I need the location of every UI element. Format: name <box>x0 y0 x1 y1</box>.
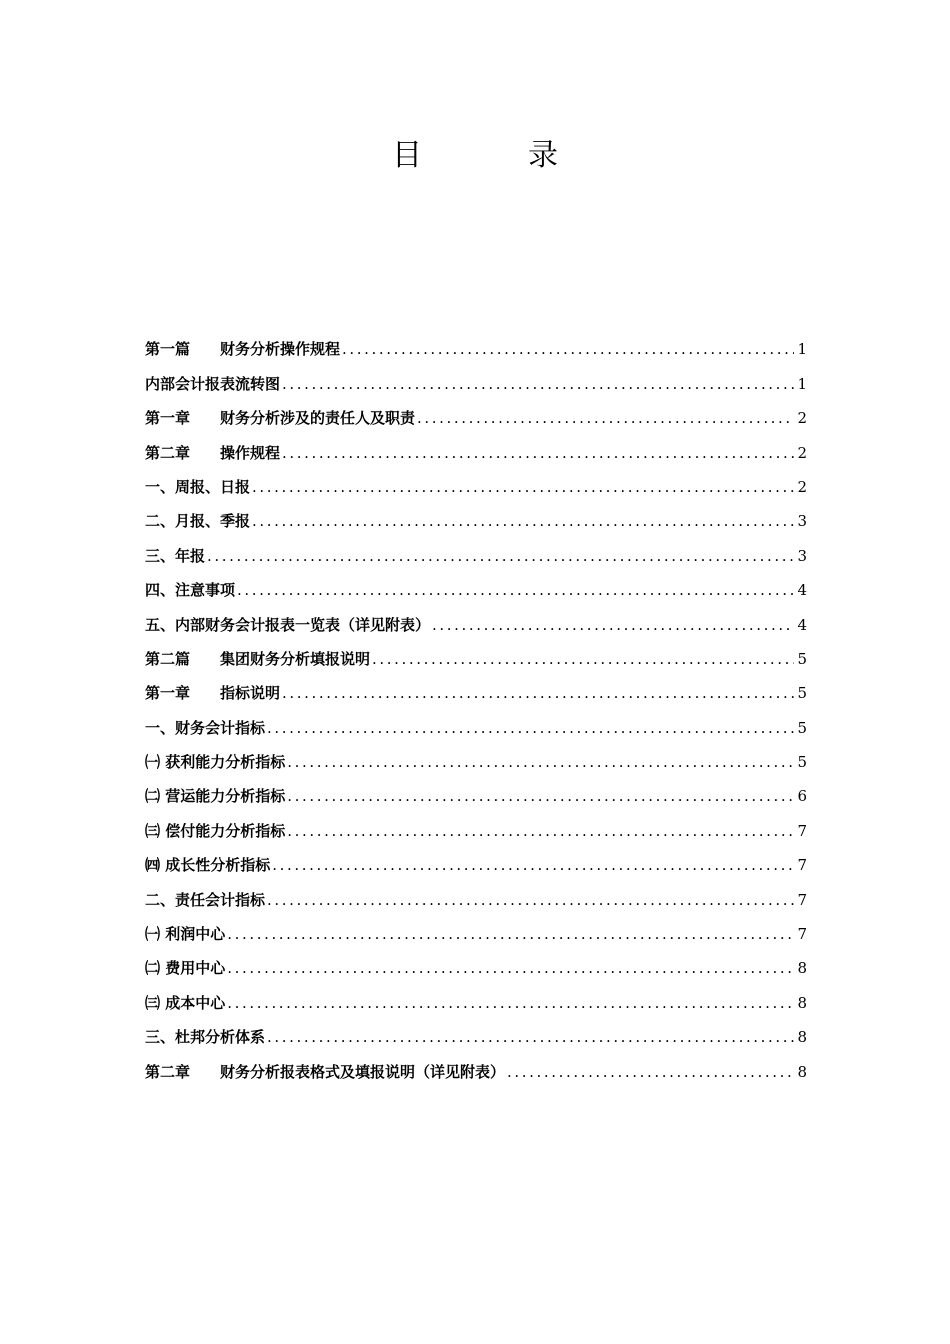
toc-leader-dots <box>252 476 794 498</box>
toc-entry[interactable] <box>145 636 807 670</box>
toc-entry-label: ㈠ 利润中心 <box>145 925 226 944</box>
toc-entry-page: 8 <box>797 959 807 978</box>
toc-entry-page: 8 <box>797 1028 807 1047</box>
toc-leader-dots <box>267 1026 794 1048</box>
toc-leader-dots <box>267 717 794 739</box>
toc-entry[interactable] <box>145 773 807 807</box>
toc-entry-page: 6 <box>797 787 807 806</box>
toc-entry[interactable] <box>145 326 807 360</box>
toc-entry-page: 1 <box>797 374 807 393</box>
toc-leader-dots <box>507 1061 794 1083</box>
toc-entry[interactable] <box>145 464 807 498</box>
toc-entry-page: 5 <box>797 753 807 772</box>
toc-entry-label: 第二章 操作规程 <box>145 443 281 462</box>
toc-entry-page: 7 <box>797 890 807 909</box>
toc-leader-dots <box>267 889 794 911</box>
toc-entry-label: 四、注意事项 <box>145 581 236 600</box>
toc-leader-dots <box>252 510 794 532</box>
toc-entry-page: 3 <box>797 546 807 565</box>
toc-entry-label: 第二篇 集团财务分析填报说明 <box>145 649 371 668</box>
toc-entry-label: 五、内部财务会计报表一览表（详见附表） <box>145 615 431 634</box>
toc-entry-label: 第一章 财务分析涉及的责任人及职责 <box>145 409 416 428</box>
toc-entry[interactable] <box>145 945 807 979</box>
toc-entry-label: ㈢ 成本中心 <box>145 993 226 1012</box>
toc-entry-label: 二、月报、季报 <box>145 512 251 531</box>
toc-entry-page: 5 <box>797 649 807 668</box>
toc-entry-label: 一、财务会计指标 <box>145 718 266 737</box>
toc-entry[interactable] <box>145 842 807 876</box>
toc-entry-page: 4 <box>797 581 807 600</box>
toc-leader-dots <box>227 992 794 1014</box>
toc-entry-label: ㈡ 营运能力分析指标 <box>145 787 286 806</box>
toc-entry-page: 4 <box>797 615 807 634</box>
toc-entry-page: 8 <box>797 1062 807 1081</box>
toc-entry[interactable] <box>145 360 807 394</box>
toc-leader-dots <box>342 338 794 360</box>
toc-entry-label: 内部会计报表流转图 <box>145 374 281 393</box>
toc-entry-label: 第二章 财务分析报表格式及填报说明（详见附表） <box>145 1062 506 1081</box>
toc-entry[interactable] <box>145 807 807 841</box>
toc-entry-label: 三、杜邦分析体系 <box>145 1028 266 1047</box>
toc-leader-dots <box>282 373 794 395</box>
toc-entry-label: 第一章 指标说明 <box>145 684 281 703</box>
toc-entry-page: 1 <box>797 340 807 359</box>
toc-leader-dots <box>207 545 794 567</box>
toc-entry[interactable] <box>145 979 807 1013</box>
toc-entry-page: 7 <box>797 856 807 875</box>
toc-entry[interactable] <box>145 498 807 532</box>
toc-entry-page: 5 <box>797 718 807 737</box>
toc-leader-dots <box>417 407 794 429</box>
toc-entry[interactable] <box>145 429 807 463</box>
toc-leader-dots <box>287 751 794 773</box>
toc-leader-dots <box>287 820 794 842</box>
toc-leader-dots <box>432 614 794 636</box>
toc-leader-dots <box>282 442 794 464</box>
toc-leader-dots <box>272 854 794 876</box>
page-title: 目 录 <box>392 138 596 173</box>
toc-entry-page: 3 <box>797 512 807 531</box>
toc-entry-page: 8 <box>797 993 807 1012</box>
toc-entry[interactable] <box>145 670 807 704</box>
table-of-contents <box>145 326 807 1083</box>
toc-entry[interactable] <box>145 911 807 945</box>
toc-entry[interactable] <box>145 739 807 773</box>
toc-leader-dots <box>227 923 794 945</box>
toc-entry[interactable] <box>145 1014 807 1048</box>
toc-entry-page: 2 <box>797 477 807 496</box>
toc-leader-dots <box>372 648 794 670</box>
toc-leader-dots <box>287 785 794 807</box>
toc-entry-page: 7 <box>797 925 807 944</box>
toc-entry-label: 第一篇 财务分析操作规程 <box>145 340 341 359</box>
toc-entry[interactable] <box>145 395 807 429</box>
toc-entry-label: 一、周报、日报 <box>145 477 251 496</box>
toc-entry-label: ㈡ 费用中心 <box>145 959 226 978</box>
toc-leader-dots <box>227 957 794 979</box>
toc-entry[interactable] <box>145 876 807 910</box>
toc-entry-label: 三、年报 <box>145 546 206 565</box>
toc-entry-page: 2 <box>797 409 807 428</box>
toc-entry-page: 5 <box>797 684 807 703</box>
toc-entry-label: ㈠ 获利能力分析指标 <box>145 753 286 772</box>
toc-leader-dots <box>237 579 794 601</box>
toc-leader-dots <box>282 682 794 704</box>
toc-entry-label: ㈢ 偿付能力分析指标 <box>145 821 286 840</box>
toc-entry[interactable] <box>145 704 807 738</box>
toc-entry-label: ㈣ 成长性分析指标 <box>145 856 271 875</box>
toc-entry[interactable] <box>145 567 807 601</box>
toc-entry-page: 2 <box>797 443 807 462</box>
toc-entry-label: 二、责任会计指标 <box>145 890 266 909</box>
toc-entry[interactable] <box>145 532 807 566</box>
toc-entry[interactable] <box>145 1048 807 1082</box>
toc-entry-page: 7 <box>797 821 807 840</box>
toc-entry[interactable] <box>145 601 807 635</box>
